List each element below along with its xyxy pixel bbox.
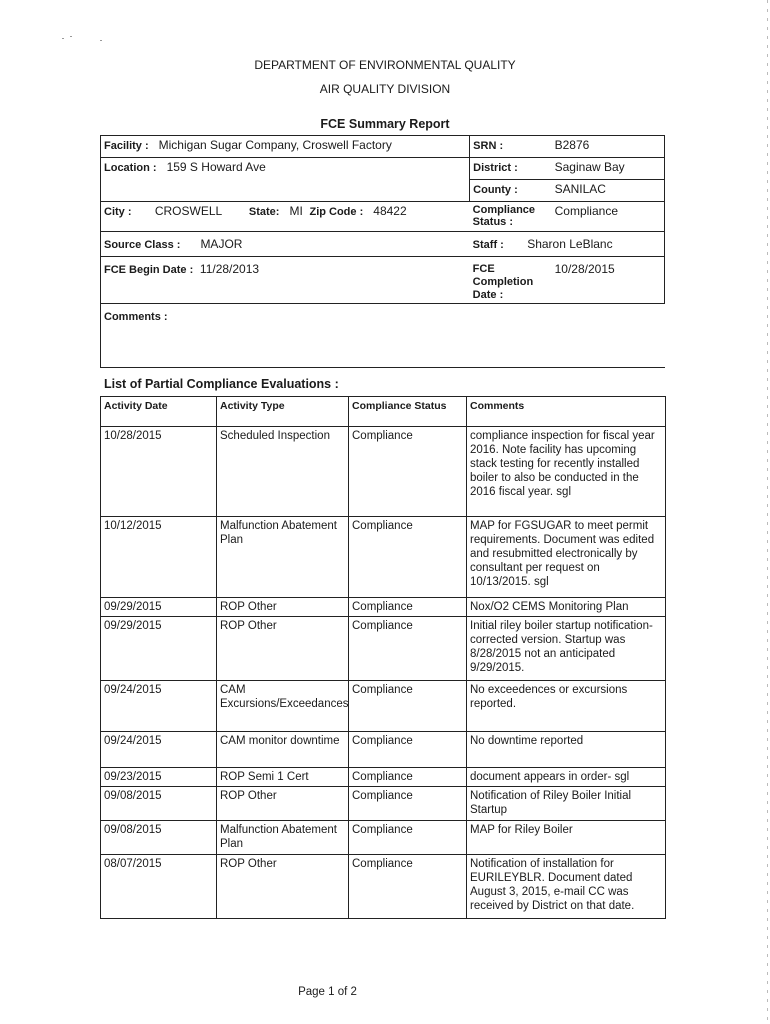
location-cell [101, 158, 470, 202]
activity-type-cell: Malfunction Abatement Plan [217, 517, 349, 598]
activity-type-cell: CAM monitor downtime [217, 732, 349, 768]
column-header-comments: Comments [467, 397, 666, 427]
comments-cell: MAP for FGSUGAR to meet permit requirements. Document was edited and resubmitted electronically by consultant per request on 10/13/2015. sgl [467, 517, 666, 598]
comments-cell: No exceedences or excursions reported. [467, 681, 666, 732]
compliance-status-cell: Compliance [349, 855, 467, 919]
srn-value-cell [552, 136, 665, 158]
comments-cell: Nox/O2 CEMS Monitoring Plan [467, 598, 666, 617]
completion-label-cell [470, 257, 552, 304]
table-row [101, 681, 666, 732]
column-header-activity-type: Activity Type [217, 397, 349, 427]
facility-value: Michigan Sugar Company, Croswell Factory [158, 138, 392, 152]
table-row [101, 517, 666, 598]
activity-type-cell: ROP Other [217, 617, 349, 681]
staff-value: Sharon LeBlanc [527, 237, 613, 251]
table-row [101, 787, 666, 821]
pce-list-title: List of Partial Compliance Evaluations : [104, 377, 339, 391]
city-cell [101, 202, 470, 232]
comments-cell: Notification of Riley Boiler Initial Startup [467, 787, 666, 821]
table-row [101, 855, 666, 919]
activity-date-cell: 09/24/2015 [101, 681, 217, 732]
city-value: CROSWELL [154, 204, 223, 218]
district-label: District : [473, 162, 518, 174]
srn-label: SRN : [473, 140, 504, 152]
compliance-status-value: Compliance [554, 204, 618, 218]
county-label-cell [470, 180, 552, 202]
table-row [101, 617, 666, 681]
compliance-status-cell: Compliance [349, 768, 467, 787]
column-header-compliance-status: Compliance Status [349, 397, 467, 427]
compliance-label-cell [470, 202, 552, 232]
source-class-value: MAJOR [200, 237, 243, 251]
county-value-cell [552, 180, 665, 202]
compliance-value-cell [552, 202, 665, 232]
column-header-activity-date: Activity Date [101, 397, 217, 427]
srn-value: B2876 [554, 138, 590, 152]
comments-cell: Notification of installation for EURILEYBLR. Document dated August 3, 2015, e-mail CC was received by District on that date. [467, 855, 666, 919]
location-value: 159 S Howard Ave [166, 160, 266, 174]
activity-date-cell: 10/12/2015 [101, 517, 217, 598]
pce-table [100, 396, 666, 919]
table-row [101, 598, 666, 617]
fce-completion-value: 10/28/2015 [554, 262, 615, 276]
compliance-status-cell: Compliance [349, 821, 467, 855]
compliance-status-cell: Compliance [349, 617, 467, 681]
table-row [101, 768, 666, 787]
compliance-status-cell: Compliance [349, 732, 467, 768]
fce-completion-label: FCE Completion Date : [472, 263, 534, 301]
comments-cell: compliance inspection for fiscal year 2016. Note facility has upcoming stack testing for recently installed boiler to also be conducted in the 2016 fiscal year. sgl [467, 427, 666, 517]
compliance-status-cell: Compliance [349, 787, 467, 821]
fce-begin-value: 11/28/2013 [199, 262, 260, 276]
facility-info-table [100, 135, 665, 368]
page-number: Page 1 of 2 [298, 986, 357, 998]
facility-cell [101, 136, 470, 158]
zip-value: 48422 [373, 204, 407, 218]
source-class-label: Source Class : [104, 239, 181, 251]
completion-value-cell [552, 257, 665, 304]
compliance-status-cell: Compliance [349, 598, 467, 617]
city-label: City : [104, 206, 132, 218]
staff-label: Staff : [472, 239, 504, 251]
pce-header-row [101, 397, 666, 427]
staff-cell [470, 232, 665, 257]
scan-edge-artifact [767, 0, 768, 1024]
comments-label: Comments : [104, 311, 168, 323]
report-title: FCE Summary Report [320, 117, 450, 131]
scan-speck [100, 40, 102, 41]
comments-cell [101, 304, 665, 368]
table-row [101, 821, 666, 855]
location-label: Location : [104, 162, 157, 174]
table-row [101, 732, 666, 768]
activity-type-cell: Malfunction Abatement Plan [217, 821, 349, 855]
comments-cell: Initial riley boiler startup notification- corrected version. Startup was 8/28/2015 not an anticipated 9/29/2015. [467, 617, 666, 681]
division-heading: AIR QUALITY DIVISION [319, 82, 451, 96]
comments-cell: MAP for Riley Boiler [467, 821, 666, 855]
activity-type-cell: ROP Other [217, 855, 349, 919]
district-value: Saginaw Bay [554, 160, 625, 174]
scan-speck [62, 38, 64, 39]
activity-date-cell: 09/23/2015 [101, 768, 217, 787]
compliance-status-cell: Compliance [349, 427, 467, 517]
county-value: SANILAC [554, 182, 606, 196]
activity-date-cell: 09/29/2015 [101, 598, 217, 617]
zip-label: Zip Code : [309, 206, 364, 218]
state-label: State: [248, 206, 280, 218]
state-value: MI [289, 204, 303, 218]
district-value-cell [552, 158, 665, 180]
activity-type-cell: ROP Other [217, 787, 349, 821]
department-heading: DEPARTMENT OF ENVIRONMENTAL QUALITY [254, 58, 516, 72]
activity-type-cell: Scheduled Inspection [217, 427, 349, 517]
district-label-cell [470, 158, 552, 180]
activity-date-cell: 09/29/2015 [101, 617, 217, 681]
srn-label-cell [470, 136, 552, 158]
facility-label: Facility : [104, 140, 149, 152]
activity-type-cell: ROP Semi 1 Cert [217, 768, 349, 787]
activity-date-cell: 09/08/2015 [101, 787, 217, 821]
county-label: County : [473, 184, 518, 196]
source-class-cell [101, 232, 470, 257]
comments-cell: No downtime reported [467, 732, 666, 768]
activity-date-cell: 08/07/2015 [101, 855, 217, 919]
comments-cell: document appears in order- sgl [467, 768, 666, 787]
activity-type-cell: CAM Excursions/Exceedances [217, 681, 349, 732]
table-row [101, 427, 666, 517]
compliance-status-cell: Compliance [349, 681, 467, 732]
fce-begin-label: FCE Begin Date : [104, 264, 194, 276]
begin-date-cell [101, 257, 470, 304]
activity-date-cell: 09/24/2015 [101, 732, 217, 768]
activity-type-cell: ROP Other [217, 598, 349, 617]
compliance-status-label: Compliance Status : [472, 204, 536, 228]
compliance-status-cell: Compliance [349, 517, 467, 598]
activity-date-cell: 09/08/2015 [101, 821, 217, 855]
scan-speck [70, 36, 72, 37]
activity-date-cell: 10/28/2015 [101, 427, 217, 517]
